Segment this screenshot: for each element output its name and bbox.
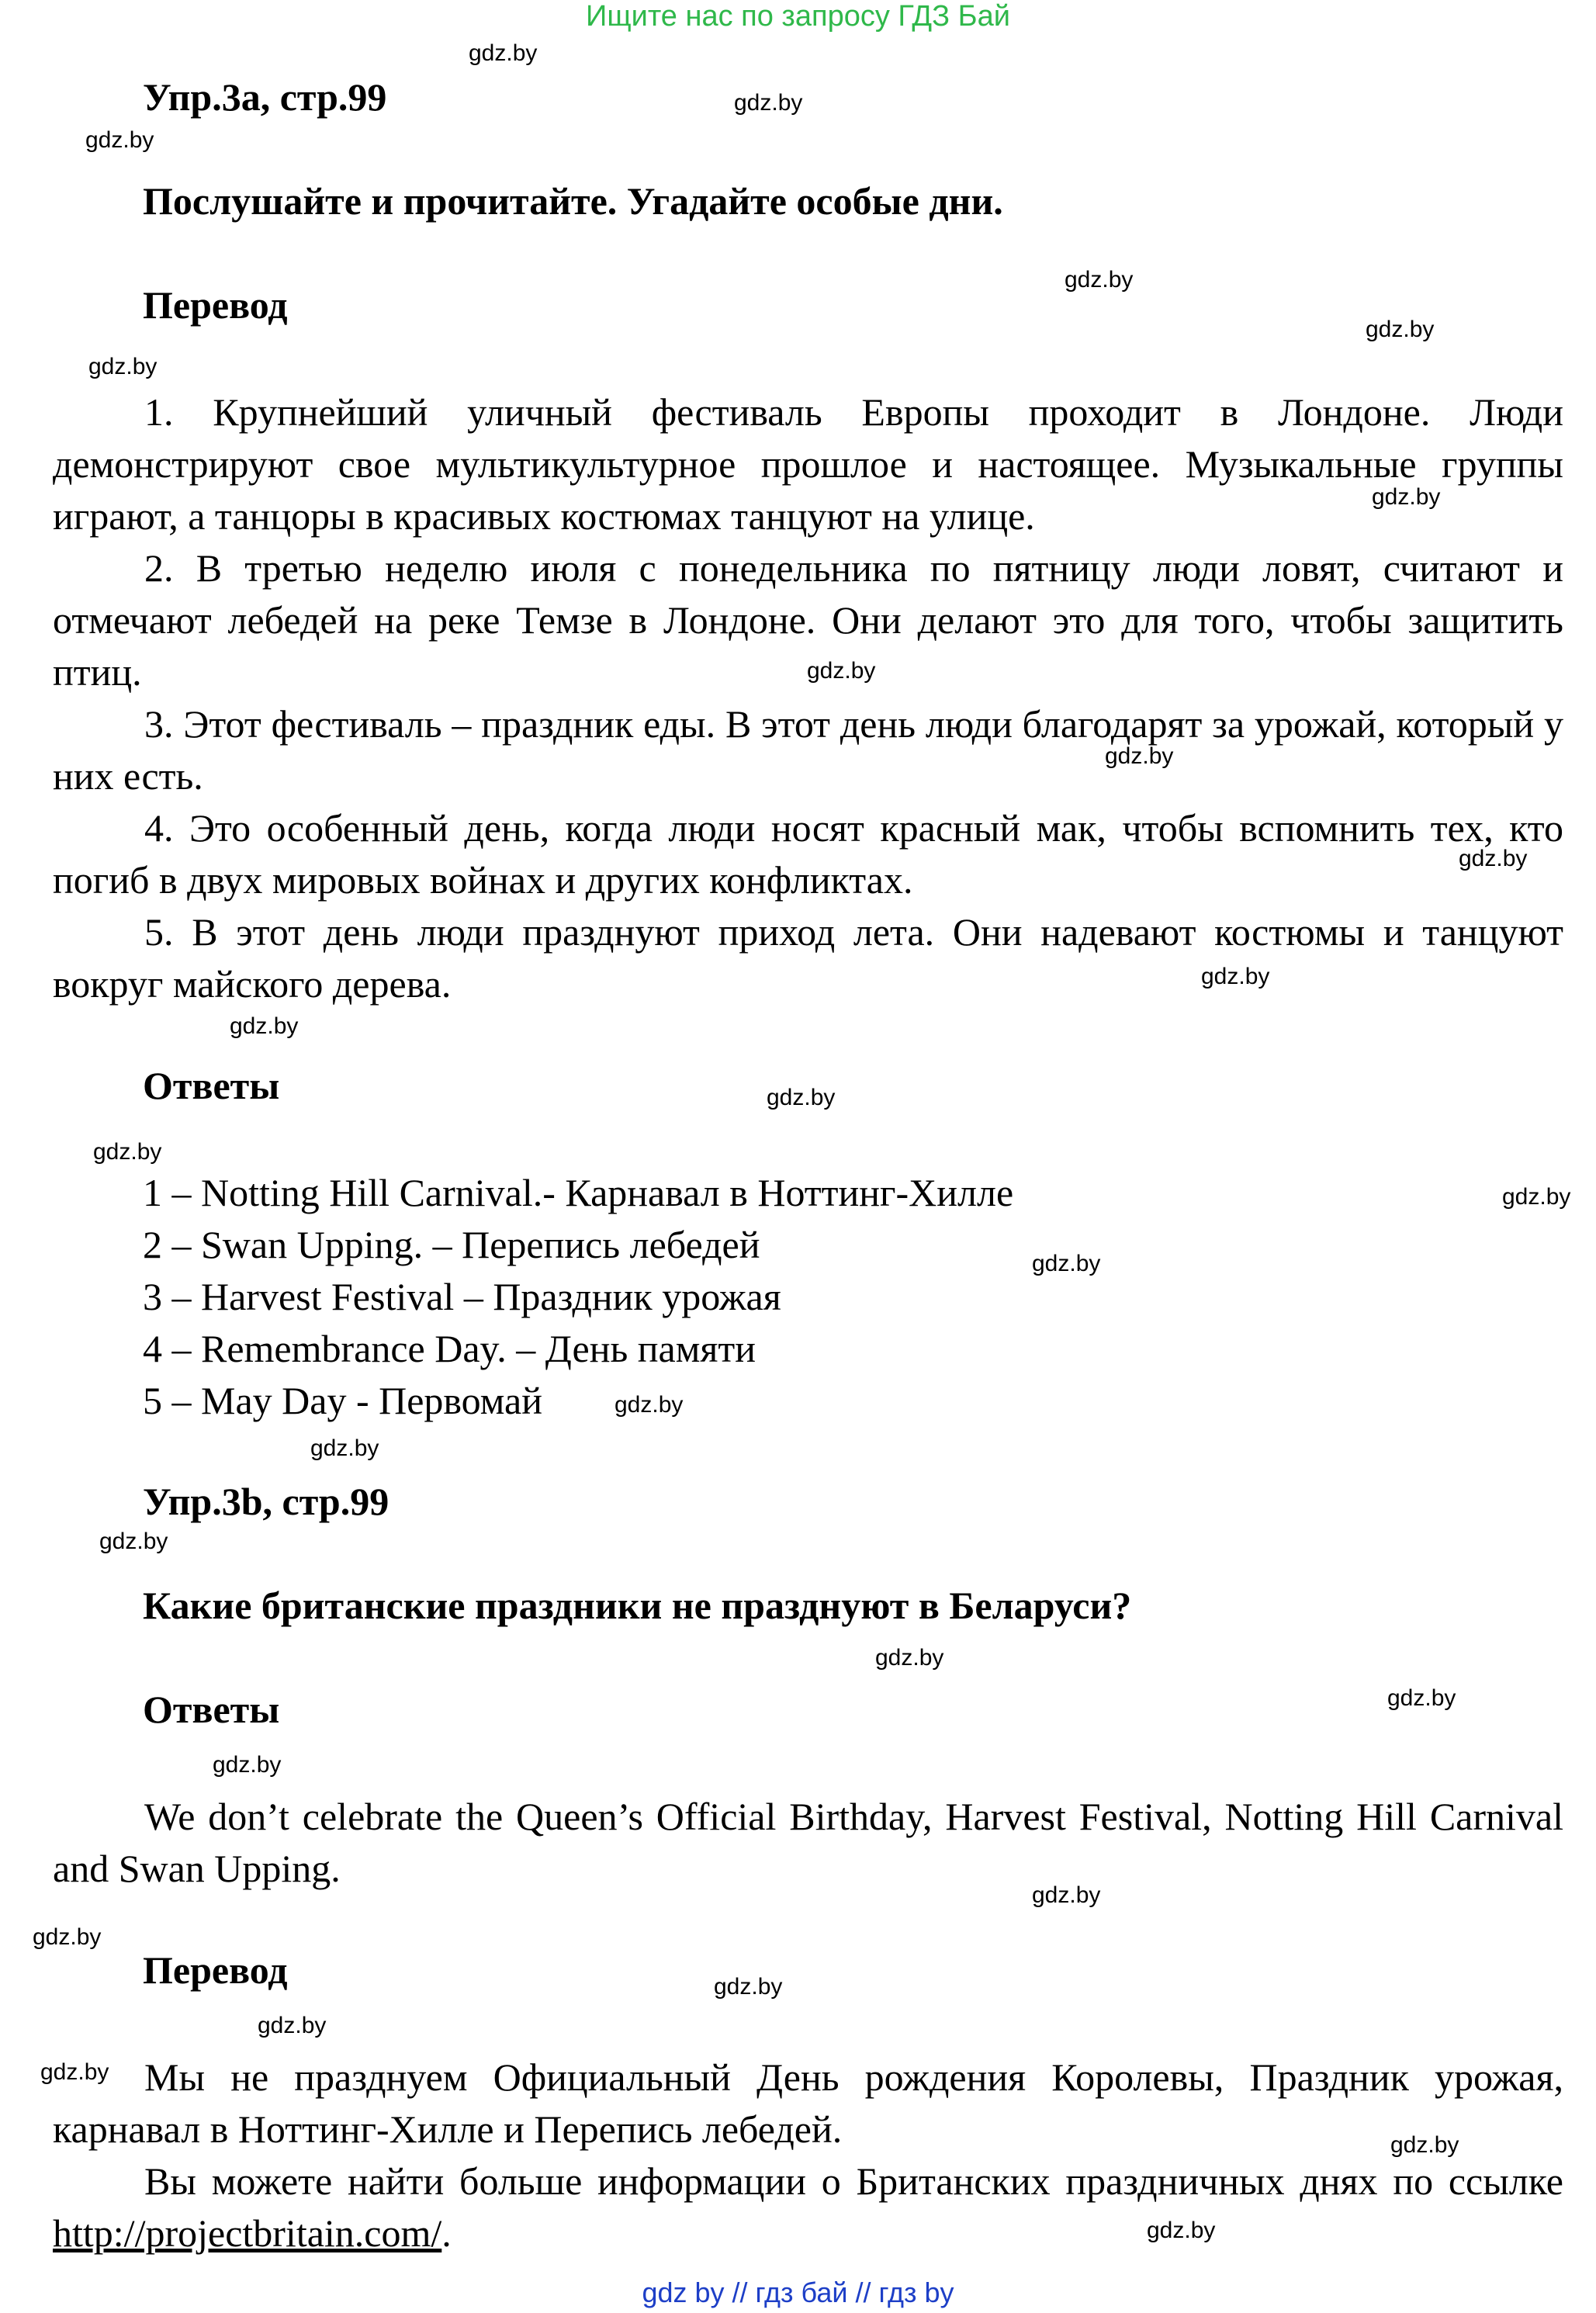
watermark: gdz.by bbox=[734, 90, 803, 116]
translation-item-5: 5. В этот день люди празднуют приход лета. Они надевают костюмы и танцуют вокруг майского дерева. bbox=[53, 910, 1563, 1006]
answer-item-5: 5 – May Day - Первомай bbox=[143, 1379, 542, 1422]
exercise-3a-translation-heading: Перевод bbox=[143, 283, 288, 327]
exercise-3a-answers-list bbox=[143, 1167, 1013, 1427]
watermark: gdz.by bbox=[33, 1924, 102, 1950]
watermark: gdz.by bbox=[1032, 1251, 1101, 1276]
watermark: gdz.by bbox=[1372, 484, 1441, 510]
watermark: gdz.by bbox=[1105, 743, 1174, 769]
watermark: gdz.by bbox=[469, 40, 538, 66]
translation-paragraph: Мы не празднуем Официальный День рождения Королевы, Праздник урожая, карнавал в Ноттинг-Хилле и Перепись лебедей. bbox=[53, 2055, 1563, 2151]
link-suffix: . bbox=[441, 2211, 452, 2255]
exercise-3b-answer-text bbox=[53, 1791, 1563, 1895]
search-hint-banner: Ищите нас по запросу ГДЗ Бай bbox=[586, 0, 1010, 33]
watermark: gdz.by bbox=[310, 1435, 379, 1461]
exercise-3a-task: Послушайте и прочитайте. Угадайте особые дни. bbox=[143, 179, 1003, 223]
exercise-3b-title: Упр.3b, стр.99 bbox=[143, 1480, 389, 1523]
exercise-3a-translation-text bbox=[53, 386, 1563, 1010]
translation-item-4: 4. Это особенный день, когда люди носят красный мак, чтобы вспомнить тех, кто погиб в двух мировых войнах и других конфликтах. bbox=[53, 806, 1563, 902]
exercise-3b-translation-heading: Перевод bbox=[143, 1948, 288, 1992]
more-info-text: Вы можете найти больше информации о Британских праздничных днях по ссылке bbox=[144, 2159, 1563, 2203]
footer-watermark: gdz by // гдз бай // гдз by bbox=[642, 2277, 954, 2308]
projectbritain-link[interactable]: http://projectbritain.com/ bbox=[53, 2211, 442, 2255]
watermark: gdz.by bbox=[767, 1085, 836, 1110]
exercise-3a-title: Упр.3а, стр.99 bbox=[143, 75, 387, 119]
answer-item-3: 3 – Harvest Festival – Праздник урожая bbox=[143, 1275, 781, 1318]
watermark: gdz.by bbox=[1065, 267, 1134, 293]
watermark: gdz.by bbox=[807, 658, 876, 684]
translation-item-1: 1. Крупнейший уличный фестиваль Европы проходит в Лондоне. Люди демонстрируют свое мультикультурное прошлое и настоящее. Музыкальные группы играют, а танцоры в красивых костюмах танцуют на улице. bbox=[53, 390, 1563, 538]
watermark: gdz.by bbox=[1387, 1685, 1456, 1711]
watermark: gdz.by bbox=[1459, 846, 1528, 871]
watermark: gdz.by bbox=[1201, 964, 1270, 989]
translation-item-3: 3. Этот фестиваль – праздник еды. В этот день люди благодарят за урожай, который у них есть. bbox=[53, 702, 1563, 798]
watermark: gdz.by bbox=[88, 354, 158, 379]
exercise-3b-answers-heading: Ответы bbox=[143, 1688, 280, 1731]
exercise-3b-task: Какие британские праздники не празднуют в Беларуси? bbox=[143, 1584, 1132, 1627]
exercise-3a-answers-heading: Ответы bbox=[143, 1064, 280, 1107]
watermark: gdz.by bbox=[615, 1392, 684, 1418]
watermark: gdz.by bbox=[875, 1645, 944, 1671]
watermark: gdz.by bbox=[85, 127, 154, 153]
answer-item-4: 4 – Remembrance Day. – День памяти bbox=[143, 1327, 756, 1370]
answer-item-2: 2 – Swan Upping. – Перепись лебедей bbox=[143, 1223, 760, 1266]
watermark: gdz.by bbox=[213, 1752, 282, 1778]
watermark: gdz.by bbox=[99, 1529, 168, 1554]
watermark: gdz.by bbox=[258, 2013, 327, 2038]
exercise-3b-translation-text bbox=[53, 2052, 1563, 2259]
watermark: gdz.by bbox=[1502, 1184, 1571, 1210]
answer-paragraph: We don’t celebrate the Queen’s Official Birthday, Harvest Festival, Notting Hill Carnival and Swan Upping. bbox=[53, 1795, 1563, 1890]
watermark: gdz.by bbox=[230, 1013, 299, 1039]
answer-item-1: 1 – Notting Hill Carnival.- Карнавал в Ноттинг-Хилле bbox=[143, 1171, 1014, 1214]
translation-item-2: 2. В третью неделю июля с понедельника по пятницу люди ловят, считают и отмечают лебедей на реке Темзе в Лондоне. Они делают это для того, чтобы защитить птиц. bbox=[53, 546, 1563, 694]
watermark: gdz.by bbox=[1032, 1882, 1101, 1908]
watermark: gdz.by bbox=[1366, 317, 1435, 342]
watermark: gdz.by bbox=[93, 1139, 162, 1165]
watermark: gdz.by bbox=[1390, 2132, 1459, 2158]
watermark: gdz.by bbox=[1147, 2218, 1216, 2243]
watermark: gdz.by bbox=[40, 2059, 109, 2085]
more-info-paragraph bbox=[53, 2155, 1563, 2259]
watermark: gdz.by bbox=[714, 1974, 783, 2000]
